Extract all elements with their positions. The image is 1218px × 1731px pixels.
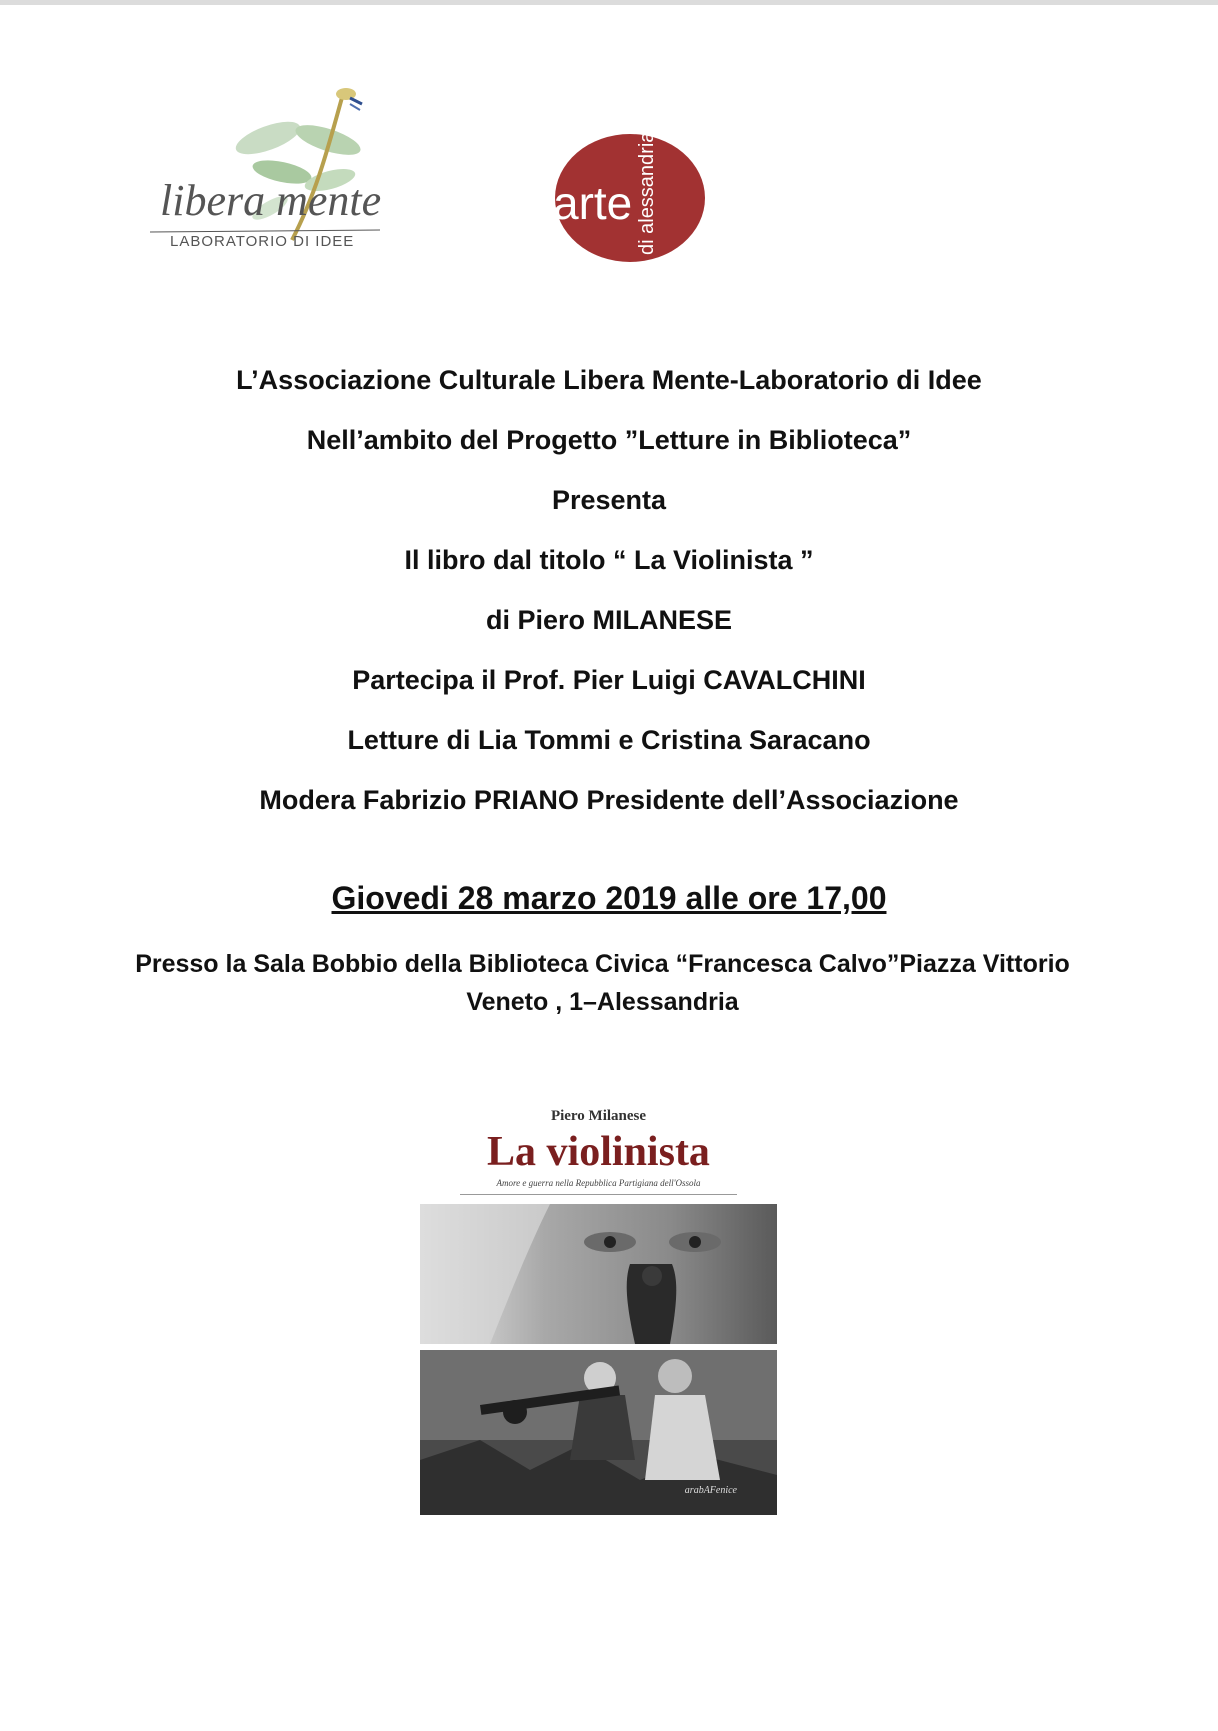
guest-line: Partecipa il Prof. Pier Luigi CAVALCHINI [352, 665, 866, 695]
venue-line-1: Presso la Sala Bobbio della Biblioteca Civica “Francesca Calvo”Piazza Vittorio [135, 950, 1070, 978]
arte-di-alessandria-logo [553, 133, 708, 263]
cover-title: La violinista [487, 1129, 710, 1175]
cover-photo-violinist [420, 1204, 777, 1344]
logo-word-arte: arte [553, 177, 633, 229]
logo-caption: LABORATORIO DI IDEE [170, 233, 355, 250]
cover-publisher: arabAFenice [684, 1485, 737, 1496]
event-date: Giovedi 28 marzo 2019 alle ore 17,00 [331, 880, 887, 916]
cover-subtitle: Amore e guerra nella Repubblica Partigiana dell'Ossola [496, 1178, 701, 1188]
association-line: L’Associazione Culturale Libera Mente-Laboratorio di Idee [236, 365, 982, 395]
moderator-line: Modera Fabrizio PRIANO Presidente dell’Associazione [259, 785, 959, 815]
libera-mente-logo [150, 80, 450, 260]
book-title-line: Il libro dal titolo “ La Violinista ” [404, 545, 814, 575]
cover-author: Piero Milanese [550, 1108, 647, 1124]
venue-line-2: Veneto , 1–Alessandria [466, 988, 739, 1016]
readings-line: Letture di Lia Tommi e Cristina Saracano [347, 725, 871, 755]
cover-divider [460, 1194, 737, 1195]
presents-line: Presenta [551, 485, 667, 515]
red-circle-logo [553, 133, 708, 263]
announcement-text [0, 350, 1218, 830]
author-line: di Piero MILANESE [485, 605, 733, 635]
top-border [0, 0, 1218, 5]
book-cover [420, 1100, 777, 1515]
event-venue [100, 945, 1105, 1021]
project-line: Nell’ambito del Progetto ”Letture in Biblioteca” [306, 425, 912, 455]
logo-vertical-text: di alessandria [636, 133, 658, 255]
logo-script-text: libera mente [160, 176, 382, 225]
quill-leaves-icon [150, 80, 450, 260]
